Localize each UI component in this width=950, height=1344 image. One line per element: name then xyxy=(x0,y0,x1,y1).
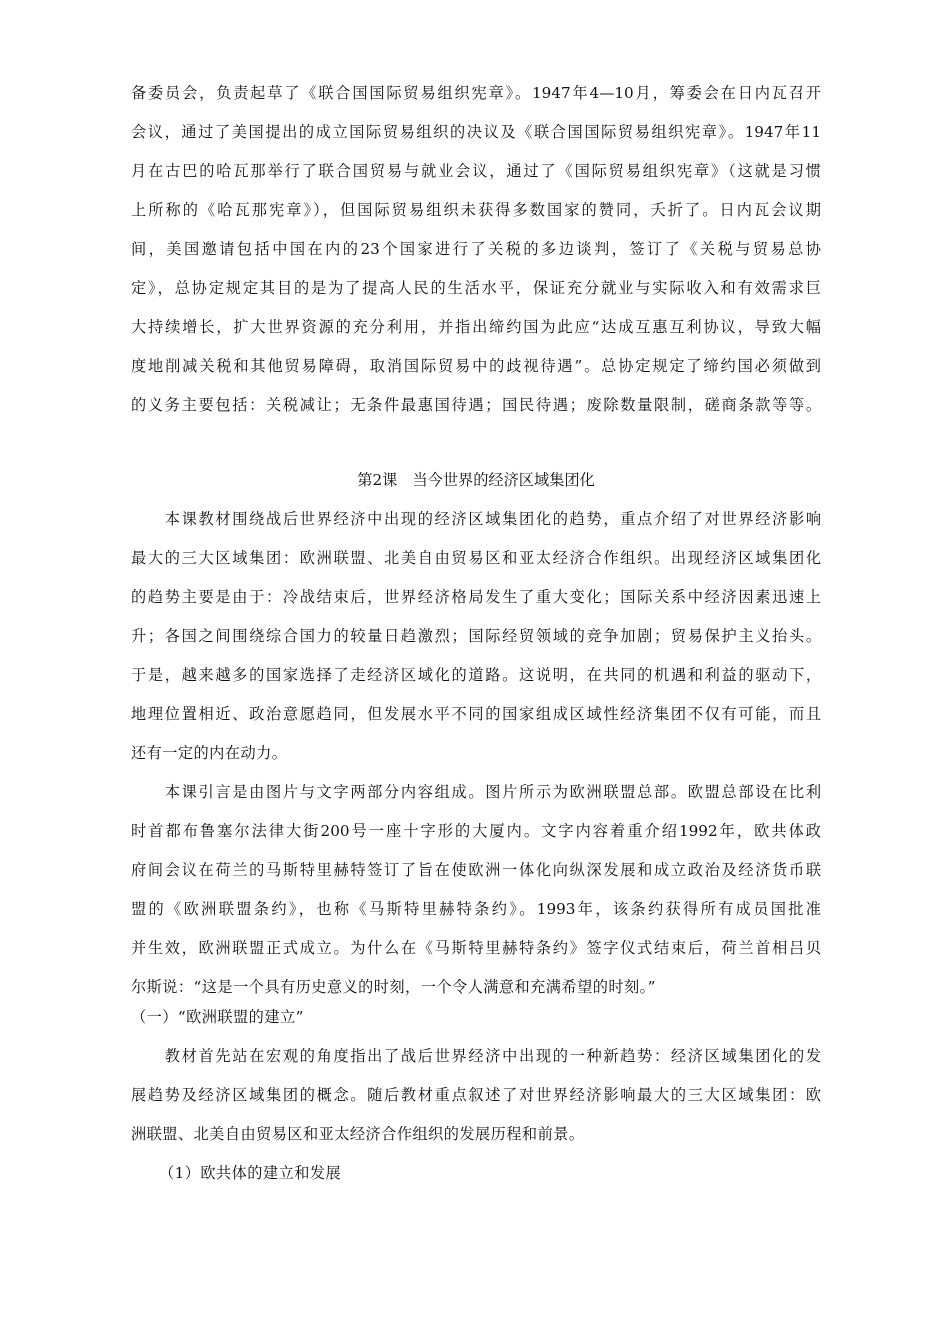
section-subheading: （一）“欧洲联盟的建立” xyxy=(131,1008,304,1026)
body-text-line: 定》，总协定规定其目的是为了提高人民的生活水平，保证充分就业与实际收入和有效需求巨 xyxy=(131,279,821,297)
body-text-line: 本课教材围绕战后世界经济中出现的经济区域集团化的趋势，重点介绍了对世界经济影响 xyxy=(131,510,821,528)
body-text-line: 于是，越来越多的国家选择了走经济区域化的道路。这说明，在共同的机遇和利益的驱动下， xyxy=(131,666,821,684)
lesson-title: 第2课 当今世界的经济区域集团化 xyxy=(357,471,595,489)
body-text-line: 教材首先站在宏观的角度指出了战后世界经济中出现的一种新趋势：经济区域集团化的发 xyxy=(131,1047,821,1065)
section-subheading: （1）欧共体的建立和发展 xyxy=(159,1164,342,1182)
body-text-line: 备委员会，负责起草了《联合国国际贸易组织宪章》。1947年4—10月，筹委会在日内瓦召开 xyxy=(131,84,821,102)
body-text-line: 府间会议在荷兰的马斯特里赫特签订了旨在使欧洲一体化向纵深发展和成立政治及经济货币联 xyxy=(131,861,821,879)
body-text-line: 地理位置相近、政治意愿趋同，但发展水平不同的国家组成区域性经济集团不仅有可能，而且 xyxy=(131,705,821,723)
body-text-line: 洲联盟、北美自由贸易区和亚太经济合作组织的发展历程和前景。 xyxy=(131,1125,585,1143)
body-text-line: 本课引言是由图片与文字两部分内容组成。图片所示为欧洲联盟总部。欧盟总部设在比利 xyxy=(131,783,821,801)
body-text-line: 的义务主要包括：关税减让；无条件最惠国待遇；国民待遇；废除数量限制，磋商条款等等。 xyxy=(131,396,821,414)
body-text-line: 尔斯说：“这是一个具有历史意义的时刻，一个令人满意和充满希望的时刻。” xyxy=(131,978,656,996)
body-text-line: 还有一定的内在动力。 xyxy=(131,744,288,762)
body-text-line: 展趋势及经济区域集团的概念。随后教材重点叙述了对世界经济影响最大的三大区域集团：欧 xyxy=(131,1086,821,1104)
body-text-line: 间，美国邀请包括中国在内的23个国家进行了关税的多边谈判，签订了《关税与贸易总协 xyxy=(131,240,821,258)
body-text-line: 度地削减关税和其他贸易障碍，取消国际贸易中的歧视待遇”。总协定规定了缔约国必须做到 xyxy=(131,357,821,375)
body-text-line: 最大的三大区域集团：欧洲联盟、北美自由贸易区和亚太经济合作组织。出现经济区域集团化 xyxy=(131,549,821,567)
body-text-line: 会议，通过了美国提出的成立国际贸易组织的决议及《联合国国际贸易组织宪章》。1947年11 xyxy=(131,123,821,141)
body-text-line: 盟的《欧洲联盟条约》，也称《马斯特里赫特条约》。1993年，该条约获得所有成员国批准 xyxy=(131,900,821,918)
body-text-line: 的趋势主要是由于：冷战结束后，世界经济格局发生了重大变化；国际关系中经济因素迅速上 xyxy=(131,588,821,606)
body-text-line: 升；各国之间围绕综合国力的较量日趋激烈；国际经贸领域的竞争加剧；贸易保护主义抬头。 xyxy=(131,627,821,645)
body-text-line: 月在古巴的哈瓦那举行了联合国贸易与就业会议，通过了《国际贸易组织宪章》（这就是习惯 xyxy=(131,162,821,180)
body-text-line: 大持续增长，扩大世界资源的充分利用，并指出缔约国为此应“达成互惠互利协议，导致大幅 xyxy=(131,318,821,336)
body-text-line: 并生效，欧洲联盟正式成立。为什么在《马斯特里赫特条约》签字仪式结束后，荷兰首相吕贝 xyxy=(131,939,821,957)
body-text-line: 时首都布鲁塞尔法律大街200号一座十字形的大厦内。文字内容着重介绍1992年，欧共体政 xyxy=(131,822,821,840)
body-text-line: 上所称的《哈瓦那宪章》），但国际贸易组织未获得多数国家的赞同，夭折了。日内瓦会议期 xyxy=(131,201,821,219)
